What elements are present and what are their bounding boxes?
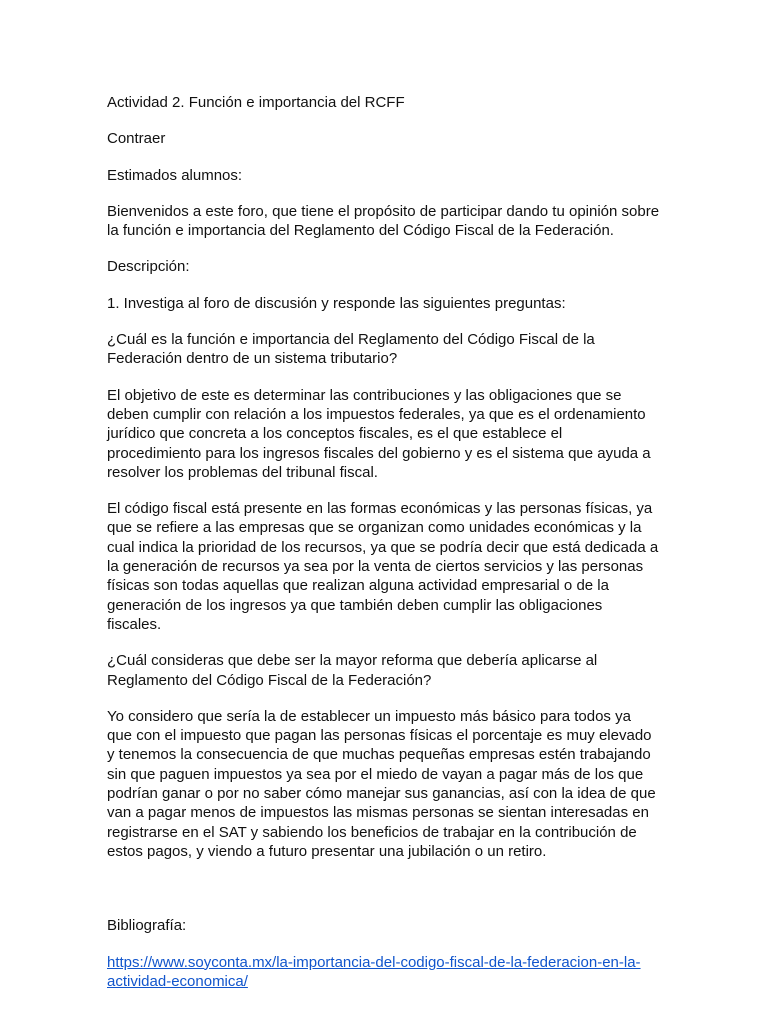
description-heading: Descripción: xyxy=(107,258,190,276)
intro-line: la función e importancia del Reglamento del Código Fiscal de la Federación. xyxy=(107,222,614,240)
question-1 xyxy=(107,330,687,369)
answer-1a-line: El objetivo de este es determinar las contribuciones y las obligaciones que se xyxy=(107,386,622,404)
bibliography-link[interactable]: actividad-economica/ xyxy=(107,972,248,990)
bibliography-link[interactable]: https://www.soyconta.mx/la-importancia-del-codigo-fiscal-de-la-federacion-en-la- xyxy=(107,953,641,971)
answer-1a-line: resolver los problemas del tribunal fiscal. xyxy=(107,463,378,481)
answer-2-line: y tenemos la consecuencia de que muchas pequeñas empresas estén trabajando xyxy=(107,746,651,764)
answer-1a-paragraph xyxy=(107,386,687,482)
answer-1b-line: la generación de recursos ya sea por la venta de ciertos servicios y las personas xyxy=(107,558,644,576)
answer-2-line: van a pagar menos de impuestos las mismas personas se sientan interesadas en xyxy=(107,804,649,822)
answer-2-line: Yo considero que sería la de establecer un impuesto más básico para todos ya xyxy=(107,707,631,725)
instruction: 1. Investiga al foro de discusión y responde las siguientes preguntas: xyxy=(107,294,566,312)
question-2-line: ¿Cuál consideras que debe ser la mayor reforma que debería aplicarse al xyxy=(107,652,598,670)
document-title: Actividad 2. Función e importancia del RCFF xyxy=(107,94,405,111)
bibliography-entry xyxy=(107,953,687,992)
answer-1b-line: El código fiscal está presente en las formas económicas y las personas físicas, ya xyxy=(107,500,653,518)
question-2 xyxy=(107,651,687,690)
answer-1b-line: fiscales. xyxy=(107,615,162,633)
answer-1b-line: cual indica la prioridad de los recursos, ya que se podría decir que está dedicada a xyxy=(107,538,659,556)
answer-2-line: que con el impuesto que pagan las personas físicas el porcentaje es muy elevado xyxy=(107,727,652,745)
answer-2-line: sin que paguen impuestos ya sea por el miedo de vayan a pagar más de los que xyxy=(107,765,644,783)
answer-1b-line: físicas son todas aquellas que realizan alguna actividad empresarial o de la xyxy=(107,577,609,595)
bibliography-heading: Bibliografía: xyxy=(107,917,187,935)
answer-1a-line: deben cumplir con relación a los impuestos federales, ya que es el ordenamiento xyxy=(107,405,646,423)
question-2-line: Reglamento del Código Fiscal de la Federación? xyxy=(107,671,432,689)
answer-2-line: podrían ganar o por no saber cómo manejar sus ganancias, así con la idea de que xyxy=(107,785,656,803)
answer-2-line: estos pagos, y viendo a futuro presentar una jubilación o un retiro. xyxy=(107,842,547,860)
answer-2-paragraph xyxy=(107,707,687,861)
document-body xyxy=(107,93,687,1008)
collapse-label: Contraer xyxy=(107,130,166,148)
intro-paragraph xyxy=(107,202,687,241)
intro-line: Bienvenidos a este foro, que tiene el propósito de participar dando tu opinión sobre xyxy=(107,202,660,220)
answer-2-line: registrarse en el SAT y sabiendo los beneficios de trabajar en la contribución de xyxy=(107,823,637,841)
blank-space xyxy=(107,878,687,916)
question-1-line: ¿Cuál es la función e importancia del Reglamento del Código Fiscal de la xyxy=(107,331,595,349)
answer-1b-line: que se refiere a las empresas que se organizan como unidades económicas y la xyxy=(107,519,642,537)
answer-1b-line: generación de los ingresos ya que también deben cumplir las obligaciones xyxy=(107,596,603,614)
answer-1a-line: jurídico que concreta a los conceptos fiscales, es el que establece el xyxy=(107,425,563,443)
greeting: Estimados alumnos: xyxy=(107,166,243,184)
answer-1a-line: procedimiento para los ingresos fiscales del gobierno y es el sistema que ayuda a xyxy=(107,444,651,462)
answer-1b-paragraph xyxy=(107,499,687,634)
question-1-line: Federación dentro de un sistema tributario? xyxy=(107,350,398,368)
